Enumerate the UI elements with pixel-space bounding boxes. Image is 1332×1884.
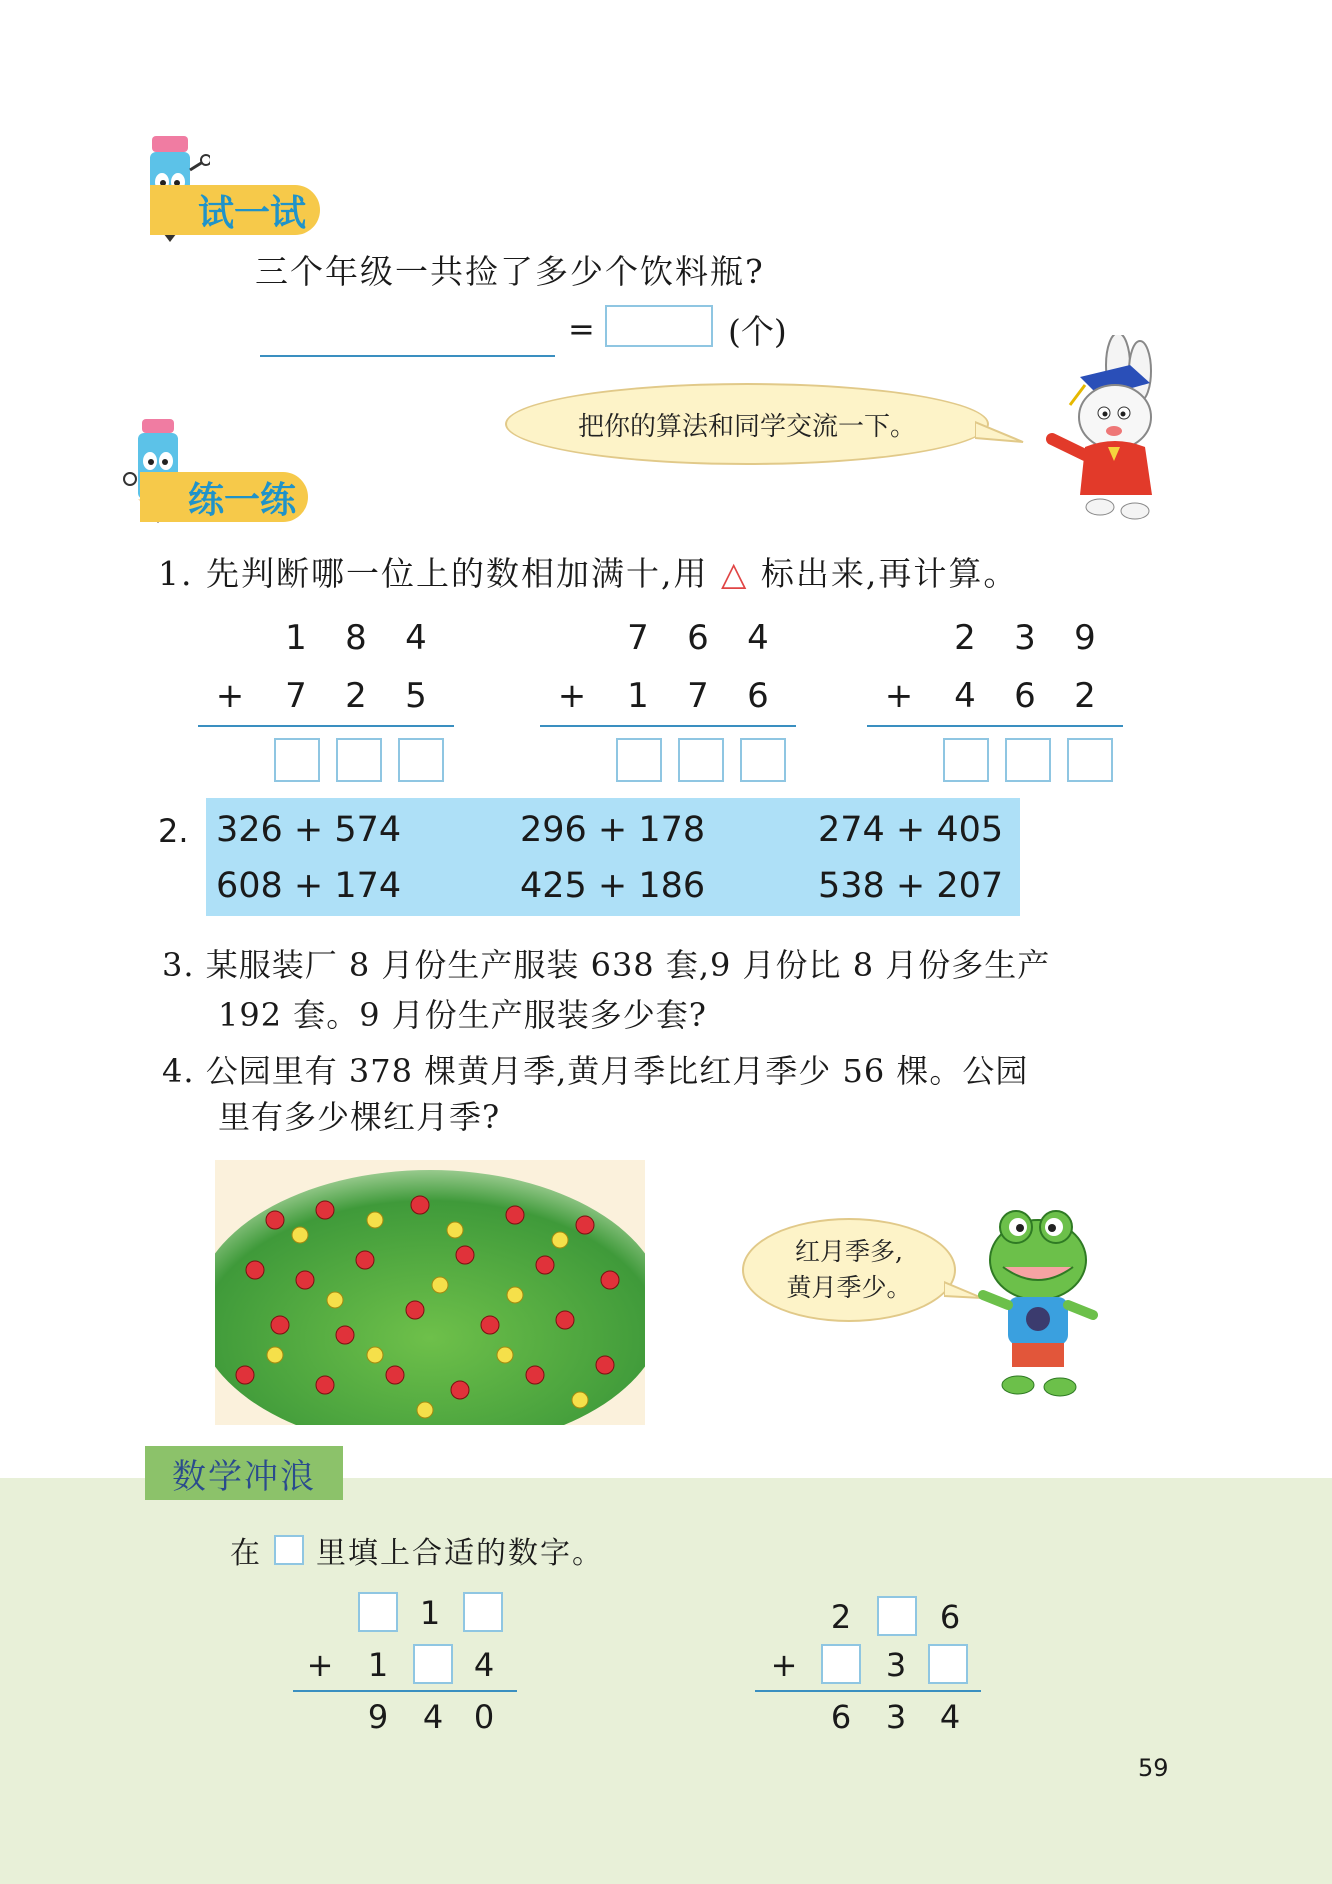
top-digit: 6 [939,1598,961,1636]
q3-number: 3. [162,946,195,984]
top-digit: 4 [747,618,769,658]
digit-input-box[interactable] [358,1592,398,1632]
q3-line1: 某服装厂 8 月份生产服装 638 套,9 月份比 8 月份多生产 [205,946,1051,984]
sum-line [755,1690,981,1692]
answer-box[interactable] [274,738,320,782]
bottom-digit: 4 [473,1646,495,1684]
q1-text-after: 标出来,再计算。 [760,554,1019,593]
triangle-icon: △ [721,554,749,593]
rose-bush-illustration [215,1160,645,1425]
bottom-digit: 7 [687,676,709,716]
top-digit: 2 [830,1598,852,1636]
answer-box[interactable] [1005,738,1051,782]
sum-line [293,1690,517,1692]
q2-expression: 274 + 405 [818,810,1004,850]
result-digit: 9 [367,1698,389,1736]
q1-number: 1. [158,554,194,593]
answer-line [260,355,555,357]
q3-text-line2: 192 套。9 月份生产服装多少套? [218,996,707,1034]
digit-input-box[interactable] [463,1592,503,1632]
bottom-digit: 3 [885,1646,907,1684]
bottom-digit: 6 [747,676,769,716]
answer-box[interactable] [616,738,662,782]
top-digit: 1 [285,618,307,658]
challenge-background [0,1478,1332,1884]
top-digit: 6 [687,618,709,658]
rabbit-graduate-icon [1040,335,1170,525]
q2-expression: 326 + 574 [216,810,402,850]
rabbit-speech-bubble [505,383,989,465]
bottom-digit: 4 [954,676,976,716]
top-digit: 3 [1014,618,1036,658]
answer-box[interactable] [336,738,382,782]
plus-sign: + [884,676,914,716]
plus-sign: + [306,1646,334,1684]
frog-speech-line: 黄月季少。 [786,1273,912,1302]
q2-expression: 538 + 207 [818,866,1004,906]
bottom-digit: 1 [627,676,649,716]
instruction-after: 里填上合适的数字。 [316,1536,604,1571]
bubble-tail-icon [975,420,1025,450]
top-digit: 7 [627,618,649,658]
bottom-digit: 6 [1014,676,1036,716]
q2-number: 2. [158,812,189,850]
q4-line1: 公园里有 378 棵黄月季,黄月季比红月季少 56 棵。公园 [205,1052,1029,1090]
rabbit-speech-text: 把你的算法和同学交流一下。 [577,411,916,442]
top-digit: 4 [405,618,427,658]
digit-input-box[interactable] [413,1644,453,1684]
page-number: 59 [1138,1754,1169,1782]
digit-input-box[interactable] [821,1644,861,1684]
challenge-section-title: 数学冲浪 [145,1446,343,1500]
plus-sign: + [557,676,587,716]
result-digit: 6 [830,1698,852,1736]
bottom-digit: 2 [1074,676,1096,716]
plus-sign: + [215,676,245,716]
answer-box[interactable] [740,738,786,782]
q3-text-line1 [162,940,1050,986]
answer-box[interactable] [398,738,444,782]
q2-expression: 425 + 186 [520,866,706,906]
sum-line [540,725,796,727]
result-digit: 4 [939,1698,961,1736]
result-digit: 3 [885,1698,907,1736]
sum-line [198,725,454,727]
practice-section-title: 练一练 [140,472,308,522]
q1-text-before: 先判断哪一位上的数相加满十,用 [206,554,709,593]
answer-box[interactable] [678,738,724,782]
equals-sign: = [568,310,595,348]
try-question: 三个年级一共捡了多少个饮料瓶? [255,252,765,291]
top-digit: 8 [345,618,367,658]
digit-input-box[interactable] [877,1596,917,1636]
q4-text-line2: 里有多少棵红月季? [218,1098,501,1136]
bottom-digit: 1 [367,1646,389,1684]
q1-text [158,548,1018,595]
frog-speech-line: 红月季多, [795,1237,903,1266]
top-digit: 2 [954,618,976,658]
q4-number: 4. [162,1052,195,1090]
q4-text-line1 [162,1046,1028,1092]
example-box [274,1535,304,1565]
plus-sign: + [770,1646,798,1684]
top-digit: 9 [1074,618,1096,658]
result-digit: 0 [473,1698,495,1736]
bottom-digit: 2 [345,676,367,716]
q2-expression: 608 + 174 [216,866,402,906]
bottom-digit: 5 [405,676,427,716]
q2-expression: 296 + 178 [520,810,706,850]
unit-label: (个) [728,312,787,351]
frog-mascot-icon [978,1205,1098,1400]
digit-input-box[interactable] [928,1644,968,1684]
challenge-instruction [230,1528,604,1572]
bottom-digit: 7 [285,676,307,716]
top-digit: 1 [419,1594,441,1632]
answer-box[interactable] [1067,738,1113,782]
instruction-before: 在 [230,1536,262,1571]
sum-line [867,725,1123,727]
try-section-title: 试一试 [150,185,320,235]
result-digit: 4 [422,1698,444,1736]
frog-speech-bubble [742,1218,956,1322]
answer-box[interactable] [943,738,989,782]
answer-box[interactable] [605,305,713,347]
